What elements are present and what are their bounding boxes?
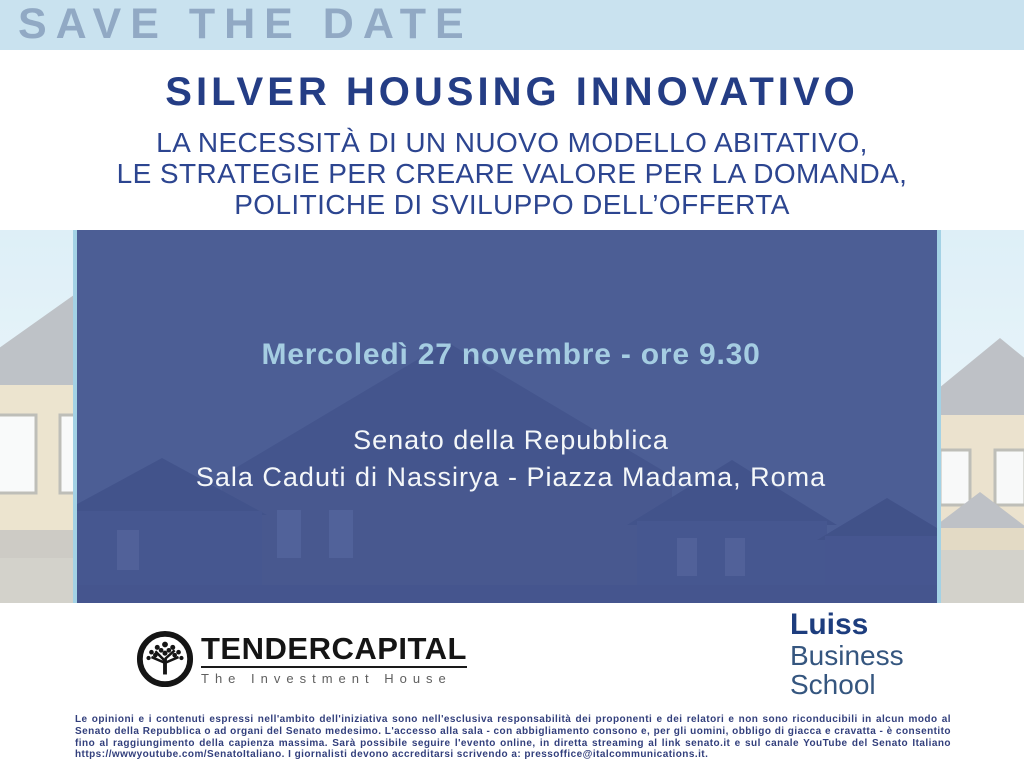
luiss-logo-line-2: Business bbox=[790, 640, 904, 671]
event-subtitle-line-2: LE STRATEGIE PER CREARE VALORE PER LA DOMANDA, bbox=[116, 158, 908, 189]
save-the-date-text: SAVE THE DATE bbox=[18, 0, 473, 48]
save-the-date-banner bbox=[0, 0, 1024, 50]
disclaimer-text: Le opinioni e i contenuti espressi nell'ambito dell'iniziativa sono nell'esclusiva responsabilità dei proponenti e dei relatori e non sono riconducibili in alcun modo al Senato della Repubblica o ad organi del Senato medesimo. L'accesso alla sala - con abbigliamento consono e, per gli uomini, obbligo di giacca e cravatta - è consentito fino al raggiungimento della capienza massima. Sarà possibile seguire l'evento online, in diretta streaming al link senato.it e sul canale YouTube del Senato Italiano https://wwwyoutube.com/SenatoItaliano. I giornalisti devono accreditarsi scrivendo a: pressoffice@italcommunications.it. bbox=[75, 714, 951, 761]
panel-house-silhouettes bbox=[77, 230, 941, 603]
event-venue-line-2: Sala Caduti di Nassirya - Piazza Madama, Roma bbox=[195, 462, 827, 492]
event-subtitle-line-1: LA NECESSITÀ DI UN NUOVO MODELLO ABITATIVO, bbox=[156, 127, 868, 158]
tendercapital-name: TENDERCAPITAL bbox=[201, 630, 467, 666]
event-datetime: Mercoledì 27 novembre - ore 9.30 bbox=[261, 338, 761, 371]
luiss-logo-line-3: School bbox=[790, 669, 876, 700]
luiss-logo-line-1: Luiss bbox=[790, 608, 869, 641]
tendercapital-tree-icon bbox=[136, 630, 194, 688]
event-subtitle bbox=[0, 127, 1024, 220]
tendercapital-tagline: The Investment House bbox=[201, 670, 452, 686]
event-venue bbox=[77, 422, 941, 496]
event-info-panel bbox=[73, 230, 941, 603]
event-subtitle-line-3: POLITICHE DI SVILUPPO DELL’OFFERTA bbox=[234, 189, 790, 220]
event-title: SILVER HOUSING INNOVATIVO bbox=[165, 70, 859, 114]
tendercapital-logo bbox=[136, 630, 467, 688]
luiss-business-school-logo bbox=[790, 609, 904, 699]
event-venue-line-1: Senato della Repubblica bbox=[353, 425, 669, 455]
